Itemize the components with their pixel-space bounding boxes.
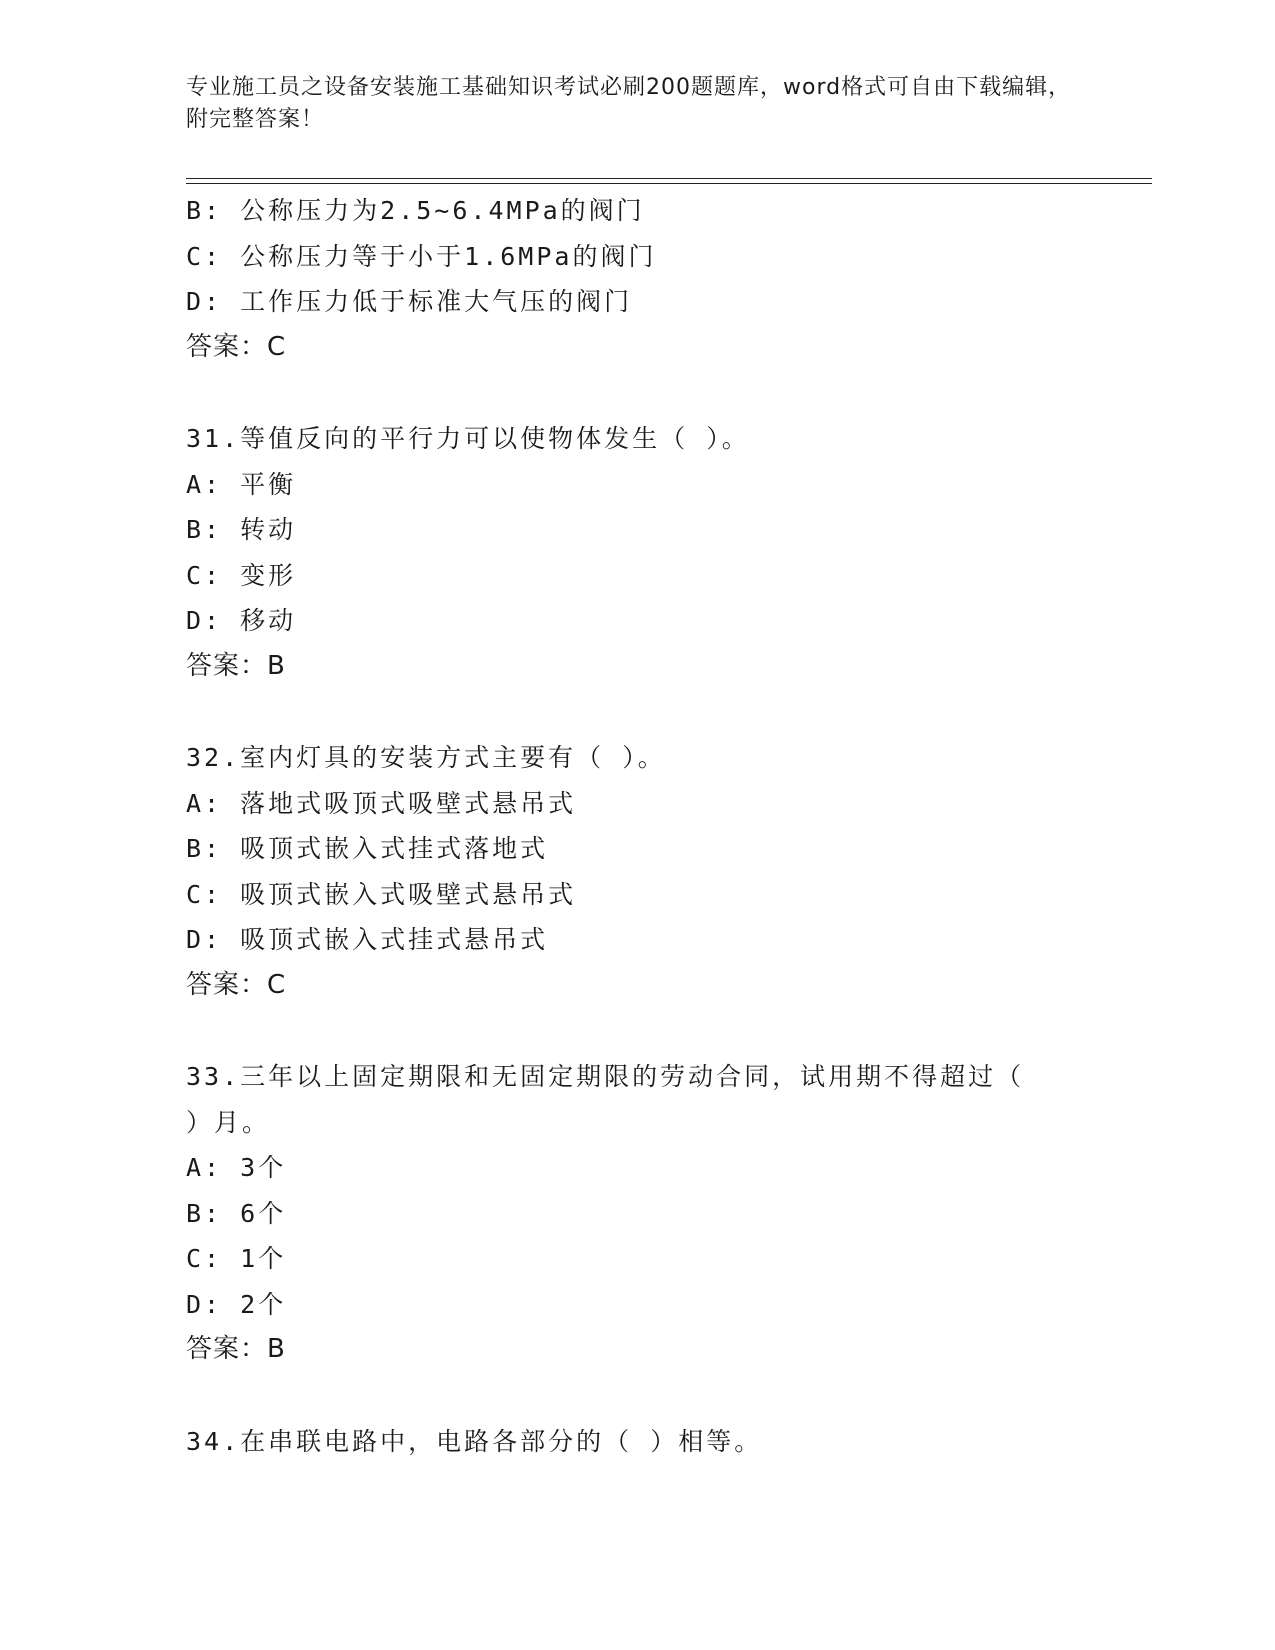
option-d: D: 工作压力低于标准大气压的阀门	[186, 287, 633, 316]
option-b: B: 6个	[186, 1198, 287, 1228]
answer-label: 答案：B	[186, 1334, 286, 1364]
question-33	[186, 1054, 1086, 1373]
answer-label: 答案：C	[186, 331, 287, 362]
option-c: C: 公称压力等于小于1.6MPa的阀门	[186, 241, 657, 271]
answer-label: 答案：C	[186, 969, 287, 1000]
answer-label: 答案：B	[186, 650, 286, 681]
option-b: B: 吸顶式嵌入式挂式落地式	[186, 834, 549, 863]
header-divider-top	[186, 178, 1152, 179]
option-d: D: 移动	[186, 606, 297, 635]
question-31	[186, 416, 1086, 689]
option-d: D: 吸顶式嵌入式挂式悬吊式	[186, 925, 549, 954]
option-a: A: 落地式吸顶式吸壁式悬吊式	[186, 788, 577, 818]
option-b: B: 转动	[186, 515, 297, 544]
header-divider-bottom	[186, 183, 1152, 184]
question-30-fragment	[186, 188, 1086, 370]
question-stem: 34.在串联电路中，电路各部分的（ ）相等。	[186, 1426, 763, 1456]
option-b: B: 公称压力为2.5~6.4MPa的阀门	[186, 196, 645, 225]
option-a: A: 平衡	[186, 469, 297, 499]
question-list	[186, 188, 1086, 1464]
question-32	[186, 735, 1086, 1008]
option-c: C: 1个	[186, 1244, 287, 1273]
option-c: C: 变形	[186, 560, 297, 590]
question-stem: 33.三年以上固定期限和无固定期限的劳动合同，试用期不得超过（ ）月。	[186, 1062, 1025, 1137]
question-stem: 31.等值反向的平行力可以使物体发生（ ）。	[186, 424, 750, 453]
option-d: D: 2个	[186, 1289, 287, 1319]
question-34	[186, 1419, 1086, 1465]
question-stem: 32.室内灯具的安装方式主要有（ ）。	[186, 743, 666, 772]
option-c: C: 吸顶式嵌入式吸壁式悬吊式	[186, 879, 577, 909]
option-a: A: 3个	[186, 1153, 287, 1182]
document-header: 专业施工员之设备安装施工基础知识考试必刷200题题库，word格式可自由下载编辑，附完整答案！	[186, 75, 1072, 132]
